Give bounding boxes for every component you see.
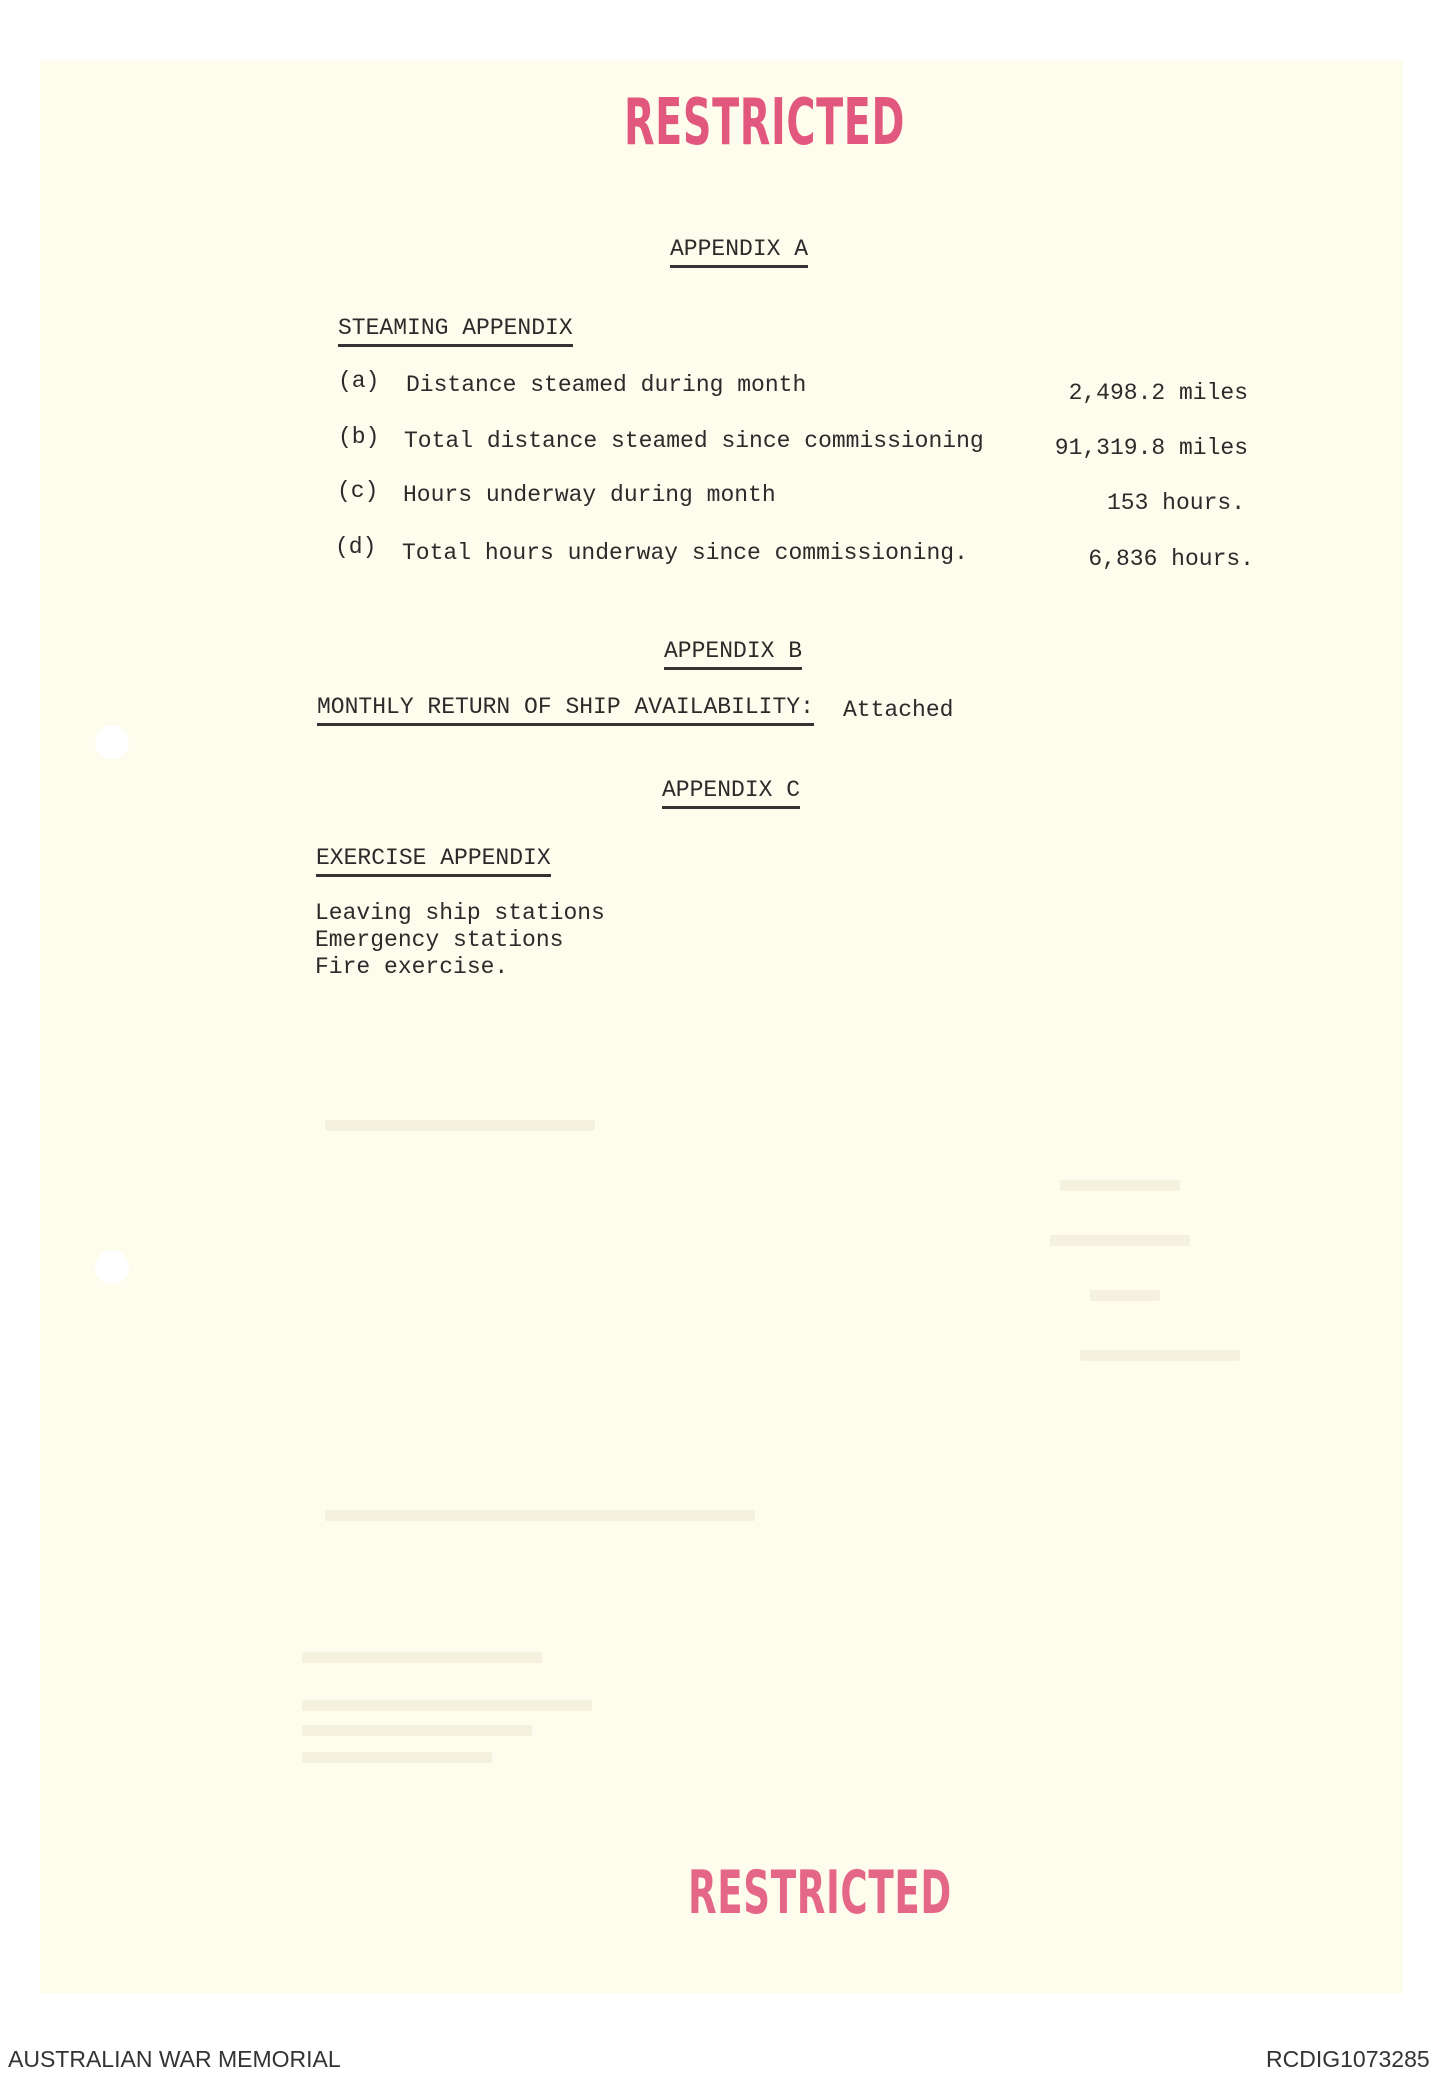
exercise-item: Emergency stations	[315, 927, 564, 953]
document-page	[40, 60, 1403, 1994]
row-b-text: Total distance steamed since commissioning	[404, 428, 984, 454]
bleed-through-mark	[1080, 1350, 1240, 1361]
row-d-text: Total hours underway since commissioning.	[402, 540, 968, 566]
punch-hole-bottom	[95, 1250, 129, 1284]
steaming-appendix-title: STEAMING APPENDIX	[338, 315, 573, 347]
row-a-text: Distance steamed during month	[406, 372, 807, 398]
restricted-stamp-bottom: RESTRICTED	[688, 1858, 952, 1928]
row-c-label: (c)	[337, 478, 379, 504]
footer-record-id: RCDIG1073285	[1266, 2046, 1430, 2072]
bleed-through-mark	[302, 1725, 532, 1736]
row-b-label: (b)	[338, 424, 380, 450]
appendix-c-heading: APPENDIX C	[662, 777, 800, 809]
bleed-through-mark	[302, 1752, 492, 1763]
appendix-a-heading: APPENDIX A	[670, 236, 808, 268]
row-a-value: 2,498.2 miles	[1068, 380, 1248, 406]
exercise-item: Leaving ship stations	[315, 900, 605, 926]
bleed-through-mark	[302, 1652, 542, 1663]
row-d-value: 6,836 hours.	[1088, 546, 1254, 572]
row-c-value: 153 hours.	[1106, 490, 1245, 516]
restricted-stamp-top: RESTRICTED	[624, 86, 906, 160]
bleed-through-mark	[302, 1700, 592, 1711]
bleed-through-mark	[1090, 1290, 1160, 1301]
row-d-label: (d)	[335, 534, 377, 560]
bleed-through-mark	[325, 1120, 595, 1131]
bleed-through-mark	[325, 1510, 755, 1521]
bleed-through-mark	[1050, 1235, 1190, 1246]
row-a-label: (a)	[338, 368, 380, 394]
footer-archive-name: AUSTRALIAN WAR MEMORIAL	[8, 2046, 341, 2072]
bleed-through-mark	[1060, 1180, 1180, 1191]
appendix-b-heading: APPENDIX B	[664, 638, 802, 670]
ship-availability-title: MONTHLY RETURN OF SHIP AVAILABILITY:	[317, 694, 814, 726]
row-b-value: 91,319.8 miles	[1054, 435, 1248, 461]
ship-availability-value: Attached	[843, 697, 954, 723]
exercise-appendix-title: EXERCISE APPENDIX	[316, 845, 551, 877]
punch-hole-top	[95, 725, 129, 759]
row-c-text: Hours underway during month	[403, 482, 776, 508]
exercise-item: Fire exercise.	[315, 954, 509, 980]
